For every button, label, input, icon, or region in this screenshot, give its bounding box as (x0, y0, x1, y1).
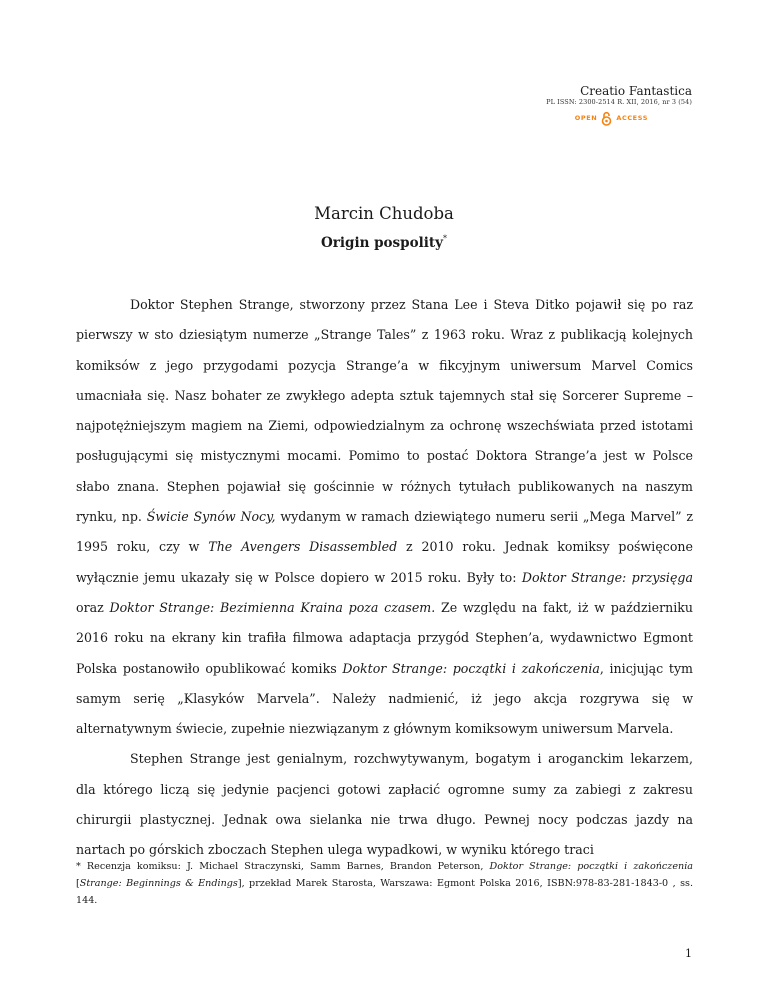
paragraph-text: oraz (76, 599, 110, 615)
paragraph-text: Doktor Stephen Strange, stworzony przez Stana Lee i Steva Ditko pojawił się po raz pierwszy w sto dziesiątym numerze „Strange Tales” z 1963 roku. Wraz z publikacją kolejnych komiksów z jego przygodami pozycja Strange’a w fikcyjnym uniwersum Marvel Comics umacniała się. Nasz bohater ze zwykłego adepta sztuk tajemnych stał się Sorcerer Supreme – najpotężniejszym magiem na Ziemi, odpowiedzialnym za ochronę wszechświata przed istotami posługującymi się mistycznymi mocami. Pomimo to postać Doktora Strange’a jest w Polsce słabo znana. Stephen pojawiał się gościnnie w różnych tytułach publikowanych na naszym rynku, np. (76, 297, 693, 525)
paragraph-1 (76, 290, 693, 744)
footnote-text: ], przekład Marek Starosta, Warszawa: Egmont Polska 2016, ISBN:978-83-281-1843-0 , ss. 144. (76, 878, 693, 906)
italic-title: Świcie Synów Nocy, (146, 509, 276, 525)
open-access-label-right: ACCESS (616, 114, 648, 122)
italic-title: Doktor Strange: Bezimienna Kraina poza czasem. (109, 599, 436, 615)
footnote-italic: Strange: Beginnings & Endings (79, 878, 238, 889)
article-author: Marcin Chudoba (314, 204, 454, 223)
page-number: 1 (685, 947, 692, 960)
italic-title: Doktor Strange: początki i zakończenia (342, 660, 600, 676)
footnote-text: * Recenzja komiksu: J. Michael Straczynski, Samm Barnes, Brandon Peterson, (76, 861, 490, 872)
footnote-text: [ (76, 878, 80, 889)
journal-name: Creatio Fantastica (580, 84, 692, 98)
footnote (76, 858, 693, 909)
paragraph-2: Stephen Strange jest genialnym, rozchwytywanym, bogatym i aroganckim lekarzem, dla którego liczą się jedynie pacjenci gotowi zapłacić ogromne sumy za zabiegi z zakresu chirurgii plastycznej. Jednak owa sielanka nie trwa długo. Pewnej nocy podczas jazdy na nartach po górskich zboczach Stephen ulega wypadkowi, w wyniku którego traci (76, 751, 693, 858)
journal-issn: PL ISSN: 2300-2514 R. XII, 2016, nr 3 (54) (546, 98, 692, 106)
article-title (0, 234, 768, 251)
italic-title: Doktor Strange: przysięga (521, 569, 693, 585)
article-body (76, 290, 693, 866)
open-access-badge (575, 110, 648, 126)
paragraph-text: wydanym w ramach dziewiątego numeru serii „Mega Marvel” z 1995 roku, czy w (76, 509, 693, 555)
open-access-label-left: OPEN (574, 114, 598, 122)
footnote-italic: Doktor Strange: początki i zakończenia (489, 861, 693, 872)
paragraph-text: Ze względu na fakt, iż w październiku 2016 roku na ekrany kin trafiła filmowa adaptacja przygód Stephen’a, wydawnictwo Egmont Polska postanowiło opublikować komiks (76, 599, 694, 676)
italic-title: The Avengers Disassembled (208, 539, 398, 555)
open-access-lock-icon (601, 111, 612, 126)
title-footnote-mark: * (442, 234, 447, 243)
paragraph-text: , inicjując tym samym serię „Klasyków Marvela”. Należy nadmienić, iż jego akcja rozgrywa się w alternatywnym świecie, zupełnie niezwiązanym z głównym komiksowym uniwersum Marvela. (76, 660, 694, 737)
journal-header (546, 84, 692, 107)
article-title-text: Origin pospolity (321, 235, 443, 251)
paragraph-text: z 2010 roku. Jednak komiksy poświęcone wyłącznie jemu ukazały się w Polsce dopiero w 2015 roku. Były to: (76, 539, 693, 585)
